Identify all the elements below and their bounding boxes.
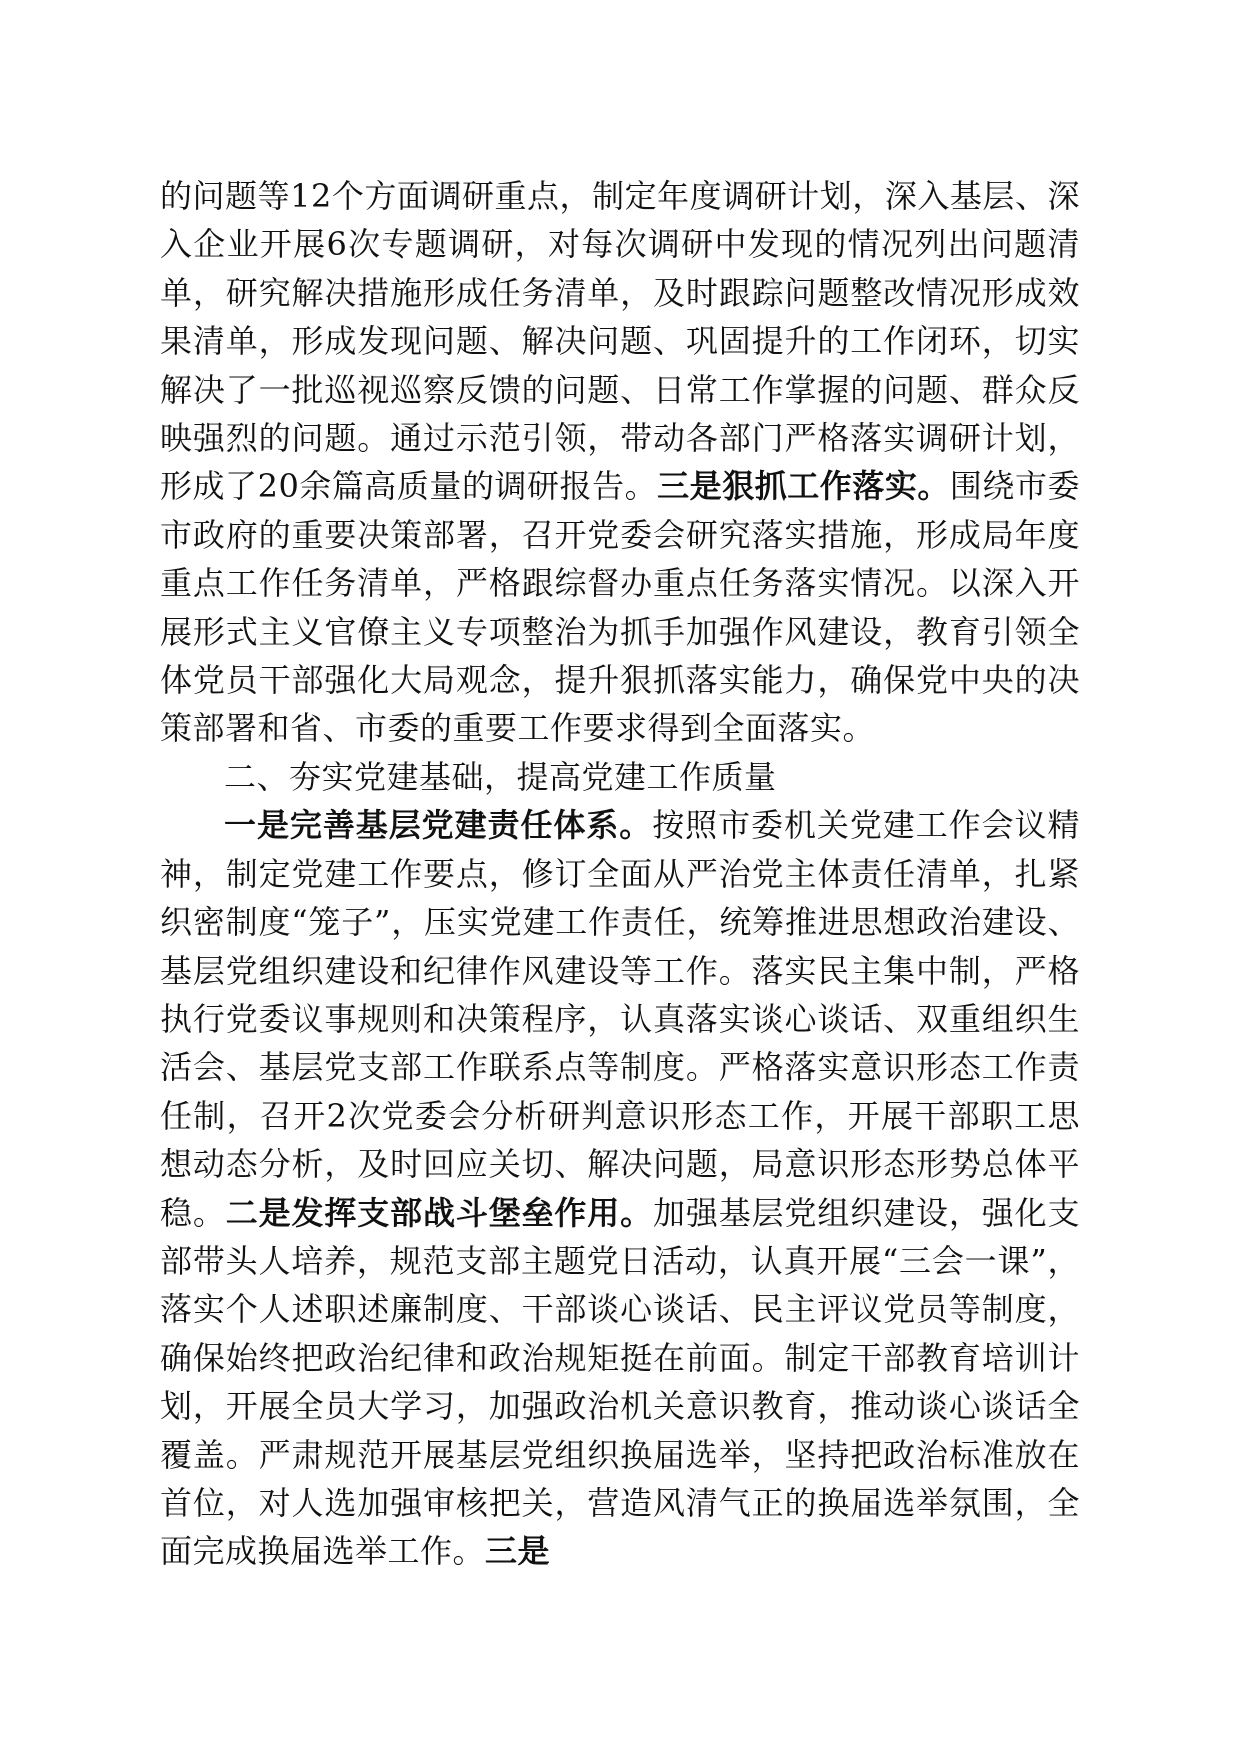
paragraph-text: 围绕市委市政府的重要决策部署，召开党委会研究落实措施，形成局年度重点工作任务清单，严格跟综督办重点任务落实情况。以深入开展形式主义官僚主义专项整治为抓手加强作风建设，教育引领全体党员干部强化大局观念，提升狠抓落实能力，确保党中央的决策部署和省、市委的重要工作要求得到全面落实。: [160, 467, 1080, 748]
paragraph-research: [160, 172, 1080, 753]
paragraph-text: 的问题等12个方面调研重点，制定年度调研计划，深入基层、深入企业开展6次专题调研，对每次调研中发现的情况列出问题清单，研究解决措施形成任务清单，及时跟踪问题整改情况形成效果清单，形成发现问题、解决问题、巩固提升的工作闭环，切实解决了一批巡视巡察反馈的问题、日常工作掌握的问题、群众反映强烈的问题。通过示范引领，带动各部门严格落实调研计划，形成了20余篇高质量的调研报告。: [160, 177, 1080, 506]
bold-lead-phrase: 二是发挥支部战斗堡垒作用。: [225, 1193, 654, 1232]
bold-lead-phrase: 一是完善基层党建责任体系。: [224, 806, 653, 845]
paragraph-text: 加强基层党组织建设，强化支部带头人培养，规范支部主题党日活动，认真开展“三会一课”，落实个人述职述廉制度、干部谈心谈话、民主评议党员等制度，确保始终把政治纪律和政治规矩挺在前面。制定干部教育培训计划，开展全员大学习，加强政治机关意识教育，推动谈心谈话全覆盖。严肃规范开展基层党组织换届选举，坚持把政治标准放在首位，对人选加强审核把关，营造风清气正的换届选举氛围，全面完成换届选举工作。: [160, 1193, 1080, 1571]
paragraph-text: 按照市委机关党建工作会议精神，制定党建工作要点，修订全面从严治党主体责任清单，扎紧织密制度“笼子”，压实党建工作责任，统筹推进思想政治建设、基层党组织建设和纪律作风建设等工作。落实民主集中制，严格执行党委议事规则和决策程序，认真落实谈心谈话、双重组织生活会、基层党支部工作联系点等制度。严格落实意识形态工作责任制，召开2次党委会分析研判意识形态工作，开展干部职工思想动态分析，及时回应关切、解决问题，局意识形态形势总体平稳。: [160, 806, 1080, 1232]
document-body: [160, 172, 1080, 1576]
section-heading: 二、夯实党建基础，提高党建工作质量: [224, 757, 777, 796]
bold-lead-phrase: 三是狠抓工作落实。: [657, 467, 950, 506]
paragraph-party-building: [160, 801, 1080, 1576]
bold-lead-phrase: 三是: [485, 1532, 551, 1571]
